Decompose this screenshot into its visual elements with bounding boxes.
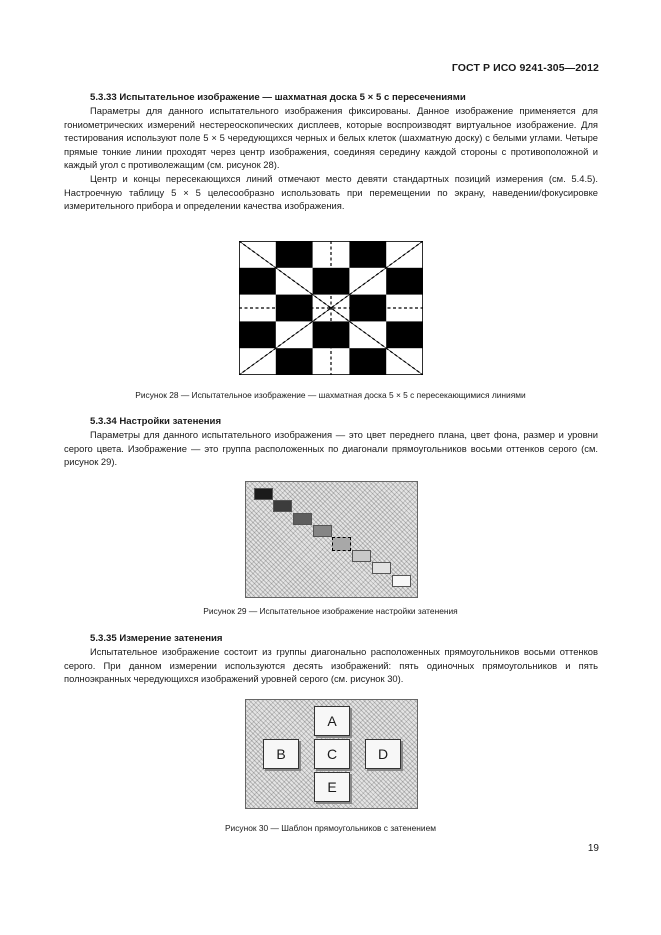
gray-level-box	[372, 562, 391, 574]
rectangle-d: D	[365, 739, 401, 769]
rectangle-a: A	[314, 706, 350, 736]
figure-29-shading-setup	[245, 481, 418, 598]
gray-level-box	[332, 537, 351, 551]
gray-level-box	[313, 525, 332, 537]
rectangle-b: B	[263, 739, 299, 769]
figure-29-caption: Рисунок 29 — Испытательное изображение настройки затенения	[203, 606, 458, 616]
section-body-5-3-35	[64, 645, 598, 686]
gray-level-box	[352, 550, 371, 562]
gray-level-box	[254, 488, 273, 500]
section-title-5-3-33: 5.3.33 Испытательное изображение — шахматная доска 5 × 5 с пересечениями	[90, 92, 466, 103]
paragraph: Центр и концы пересекающихся линий отмечают место девяти стандартных позиций измерения (см. 5.4.5). Настроечную таблицу 5 × 5 целесообразно использовать при перемещении по экрану, наведении/фокусировке измерительного прибора и определении качества изображения.	[64, 172, 598, 212]
section-body-5-3-34	[64, 428, 598, 469]
rectangle-e: E	[314, 772, 350, 802]
gray-level-box	[273, 500, 292, 512]
section-body-5-3-33	[64, 104, 598, 213]
gray-level-box	[392, 575, 411, 587]
paragraph: Параметры для данного испытательного изображения фиксированы. Данное изображение применяется для гониометрических измерений нестереоскопических дисплеев, которые воспроизводят виртуальное изображение. Для тестирования используют поле 5 × 5 чередующихся черных и белых клеток (шахматную доску) с белыми углами. Четыре прямые тонкие линии проходят через центр изображения, соединяя середину каждой стороны с противоположной и каждый угол с противолежащим (см. рисунок 28).	[64, 105, 598, 171]
paragraph: Параметры для данного испытательного изображения — это цвет переднего плана, цвет фона, размер и уровни серого цвета. Изображение — это группа расположенных по диагонали прямоугольников восьми оттенков серого (см. рисунок 29).	[64, 429, 598, 468]
gray-level-box	[293, 513, 312, 525]
document-header: ГОСТ Р ИСО 9241-305—2012	[451, 62, 599, 74]
figure-30-caption: Рисунок 30 — Шаблон прямоугольников с затенением	[224, 823, 437, 833]
section-title-5-3-35: 5.3.35 Измерение затенения	[90, 633, 223, 644]
checkerboard-5x5-svg	[239, 241, 423, 375]
section-title-5-3-34: 5.3.34 Настройки затенения	[90, 416, 222, 427]
figure-30-shading-template	[245, 699, 418, 809]
rectangle-c: C	[314, 739, 350, 769]
figure-28-checkerboard	[239, 241, 423, 375]
paragraph: Испытательное изображение состоит из группы диагонально расположенных прямоугольников восьми оттенков серого. При данном измерении используются десять изображений: пять одиночных прямоугольников и пять полноэкранных чередующихся изображений уровней серого (см. рисунок 30).	[64, 646, 598, 685]
page-number: 19	[587, 843, 599, 854]
figure-28-caption: Рисунок 28 — Испытательное изображение — шахматная доска 5 × 5 с пересекающимися линиями	[135, 390, 526, 400]
